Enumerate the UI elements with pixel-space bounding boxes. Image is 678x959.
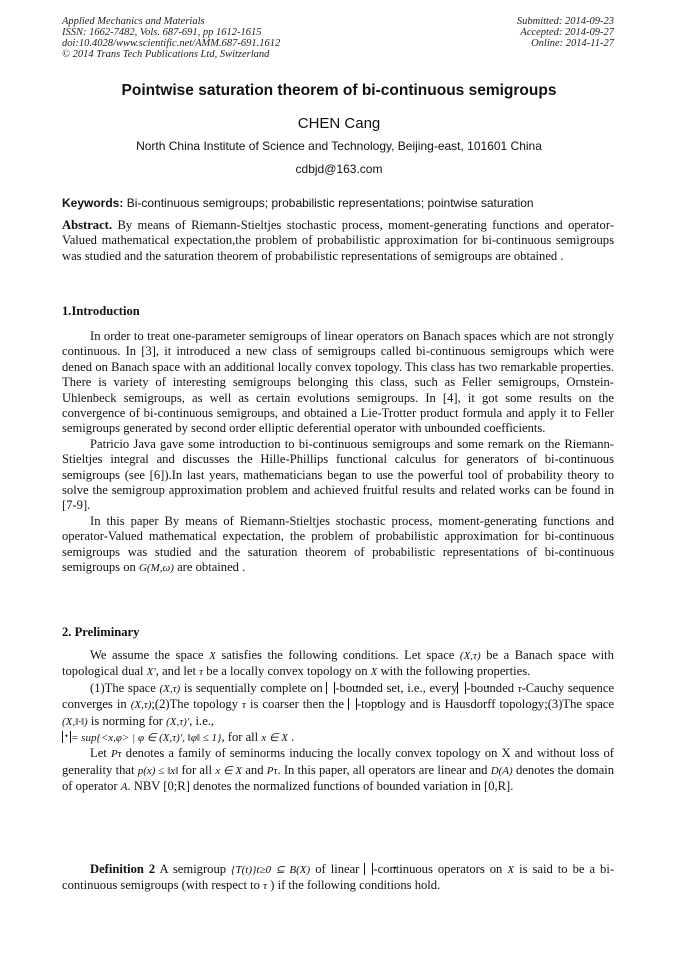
p1-text-e: be a locally convex topology on: [206, 664, 368, 679]
math-x-tau-prime: (X,τ)′: [166, 715, 190, 728]
author-email[interactable]: cdbjd@163.com: [295, 162, 383, 176]
def-text-b: of linear: [315, 862, 360, 876]
keywords-text: Bi-continuous semigroups; probabilistic representations; pointwise saturation: [126, 196, 534, 210]
norm-symbol-3: [348, 698, 357, 710]
p1-text-f: with the following properties.: [380, 664, 531, 679]
math-x-in-x: x ∈ X: [261, 732, 289, 745]
journal-header: [62, 16, 280, 60]
online-date: Online: 2014-11-27: [531, 38, 614, 49]
p2-text-a: (1)The space: [90, 680, 156, 695]
author-affiliation: North China Institute of Science and Technology, Beijing-east, 101601 China: [136, 139, 542, 153]
norm-symbol-4: [364, 863, 373, 875]
p1-text-b: satisfies the following conditions. Let space: [221, 648, 455, 662]
prelim-paragraph-2: [62, 681, 614, 730]
def-text-a: A semigroup: [159, 862, 227, 876]
abstract-label: Abstract.: [62, 218, 113, 232]
p4-text-c: for all: [181, 762, 212, 777]
intro-p3-text: In this paper By means of Riemann-Stieltjes stochastic process, moment-generating functions and operator-Valued mathematical expectation, the problem of probabilistic approximation for bi-continuous semigroups was studied and the saturation theorem of probabilistic representations of bi-continuous semigroups on: [62, 513, 614, 575]
p2-text-e: -Cauchy sequence converges in: [62, 680, 614, 712]
formula-text-end: , for all: [221, 730, 259, 745]
def-text-d: is said to be a bi-continuous semigroups (with respect to: [62, 862, 615, 893]
math-x-prime: X′: [146, 666, 156, 679]
p4-text-g: . NBV [0;R] denotes the normalized functions of bounded variation in [0,R].: [127, 779, 514, 794]
math-x-tau-2: (X,τ): [159, 682, 181, 695]
intro-paragraph-3: [62, 514, 614, 577]
p2-text-h: -topology and is Hausdorff topology;(3)The space: [356, 697, 614, 712]
p1-text-c: be a Banach space with topological dual: [62, 648, 614, 679]
math-p-tau-2: Pτ: [266, 764, 278, 777]
math-x: X: [209, 650, 216, 662]
definition-2-paragraph: [62, 862, 614, 895]
dates-header: [517, 16, 614, 49]
doi-line[interactable]: doi:10.4028/www.scientific.net/AMM.687-691.1612: [62, 38, 281, 49]
definition-label: Definition 2: [90, 862, 156, 876]
p1-text-d: , and let: [155, 664, 197, 679]
prelim-paragraph-3: [62, 746, 614, 795]
math-tau: τ: [199, 666, 204, 679]
p1-text-a: We assume the space: [90, 648, 204, 662]
p4-text-b: denotes a family of seminorms inducing the locally convex topology on X and without loss of generality that: [62, 746, 614, 777]
section-heading-introduction: 1.Introduction: [62, 304, 140, 318]
p2-text-d: -bounded: [466, 680, 514, 695]
math-x-2: X: [370, 666, 378, 679]
p4-text-f: denotes the domain of operator: [62, 762, 615, 794]
paper-title: Pointwise saturation theorem of bi-continuous semigroups: [121, 82, 557, 99]
norm-symbol-2: [457, 682, 466, 694]
math-tau-4: τ: [263, 880, 268, 893]
p2-text-f: ;(2)The topology: [151, 697, 238, 712]
abstract: [62, 218, 614, 264]
intro-paragraph-2: Patricio Java gave some introduction to bi-continuous semigroups and some remark on the Riemann-Stieltjes integral and discusses the Hille-Phillips functional calculus for generators of bi-continuous semigroups (see [6]).In last years, mathematicians began to use the powerful tool of probability theory to solve the semigroup approximation problem and achieved fruitful results and related works can be found in [7-9].: [62, 436, 614, 513]
abstract-text: By means of Riemann-Stieltjes stochastic process, moment-generating functions and operator-Valued mathematical expectation,the problem of probabilistic approximation for bi-continuous semigroups was studied and the saturation theorem of probabilistic representations of semigroups are obtained .: [62, 218, 614, 263]
definition-2: [62, 862, 614, 895]
preliminary-body: [62, 648, 614, 796]
copyright-line: © 2014 Trans Tech Publications Ltd, Switzerland: [62, 49, 270, 60]
math-seminorm-ineq: p(x) ≤ ‖x‖: [137, 764, 179, 777]
introduction-body: [62, 329, 614, 577]
math-x-tau-3: (X,τ): [130, 699, 152, 712]
issn-line: ISSN: 1662-7482, Vols. 687-691, pp 1612-1615: [62, 27, 262, 38]
p2-text-i: is norming for: [90, 713, 163, 728]
section-heading-preliminary: 2. Preliminary: [62, 625, 140, 639]
journal-name: Applied Mechanics and Materials: [62, 16, 205, 27]
p2-text-c: -bounded set, i.e., every: [335, 680, 458, 695]
norm-symbol: [326, 682, 335, 694]
p2-text-b: is sequentially complete on: [183, 680, 323, 695]
prelim-paragraph-1: [62, 648, 614, 681]
norm-formula-line: •= sup{<x,φ> | φ ∈ (X,τ)′, ‖φ‖ ≤ 1}, for all x ∈ X .: [62, 730, 614, 746]
accepted-date: Accepted: 2014-09-27: [520, 27, 614, 38]
math-tau-3: τ: [242, 699, 246, 712]
keywords-label: Keywords:: [62, 196, 124, 210]
math-domain-a: D(A): [490, 764, 513, 777]
author-name: CHEN Cang: [297, 115, 381, 132]
def-text-e: ) if the following conditions hold.: [270, 878, 441, 893]
intro-paragraph-1: In order to treat one-parameter semigroups of linear operators on Banach spaces which are not strongly continuous. In [3], it introduced a new class of semigroups called bi-continuous semigroups which were dened on Banach space with an additional locally convex topology. This class has two remarkable properties. There is variety of interesting semigroups belonging this class, such as Feller semigroups, Ornstein-Uhlenbeck semigroups, as well as certain evolutions semigroups. In [4], it got some results on the convergence of bi-continuous semigroups, and obtained a Lie-Trotter product formula and apply it to Feller semigroups generated by second order elliptic deferential operator with unbounded coefficients.: [62, 329, 614, 436]
p2-text-g: is coarser then the: [250, 697, 344, 712]
math-p-tau: Pτ: [110, 748, 122, 761]
math-x-in-x-2: x ∈ X: [215, 764, 243, 777]
math-semigroup: {T(t)}t≥0 ⊆ B(X): [231, 864, 311, 876]
norm-x-symbol: [62, 731, 71, 743]
p4-text-d: and: [245, 762, 264, 777]
p4-text-a: Let: [90, 746, 107, 761]
p4-text-e: . In this paper, all operators are linear and: [277, 762, 488, 777]
math-operator-a: A: [120, 781, 128, 794]
math-tau-2: τ: [517, 682, 522, 695]
math-x-norm: (X,‖·‖): [62, 715, 88, 728]
keywords: [62, 196, 622, 210]
submitted-date: Submitted: 2014-09-23: [516, 16, 614, 27]
p2-text-j: , i.e.,: [189, 713, 215, 728]
norm-formula: = sup{<x,φ> | φ ∈ (X,τ)′, ‖φ‖ ≤ 1}: [71, 732, 222, 745]
def-text-c: -continuous operators on: [373, 862, 503, 876]
intro-p3-end: are obtained .: [177, 560, 246, 575]
g-m-omega-math: G(M,ω): [138, 562, 174, 575]
math-x-tau: (X,τ): [459, 650, 481, 662]
math-x-3: X: [507, 864, 515, 876]
